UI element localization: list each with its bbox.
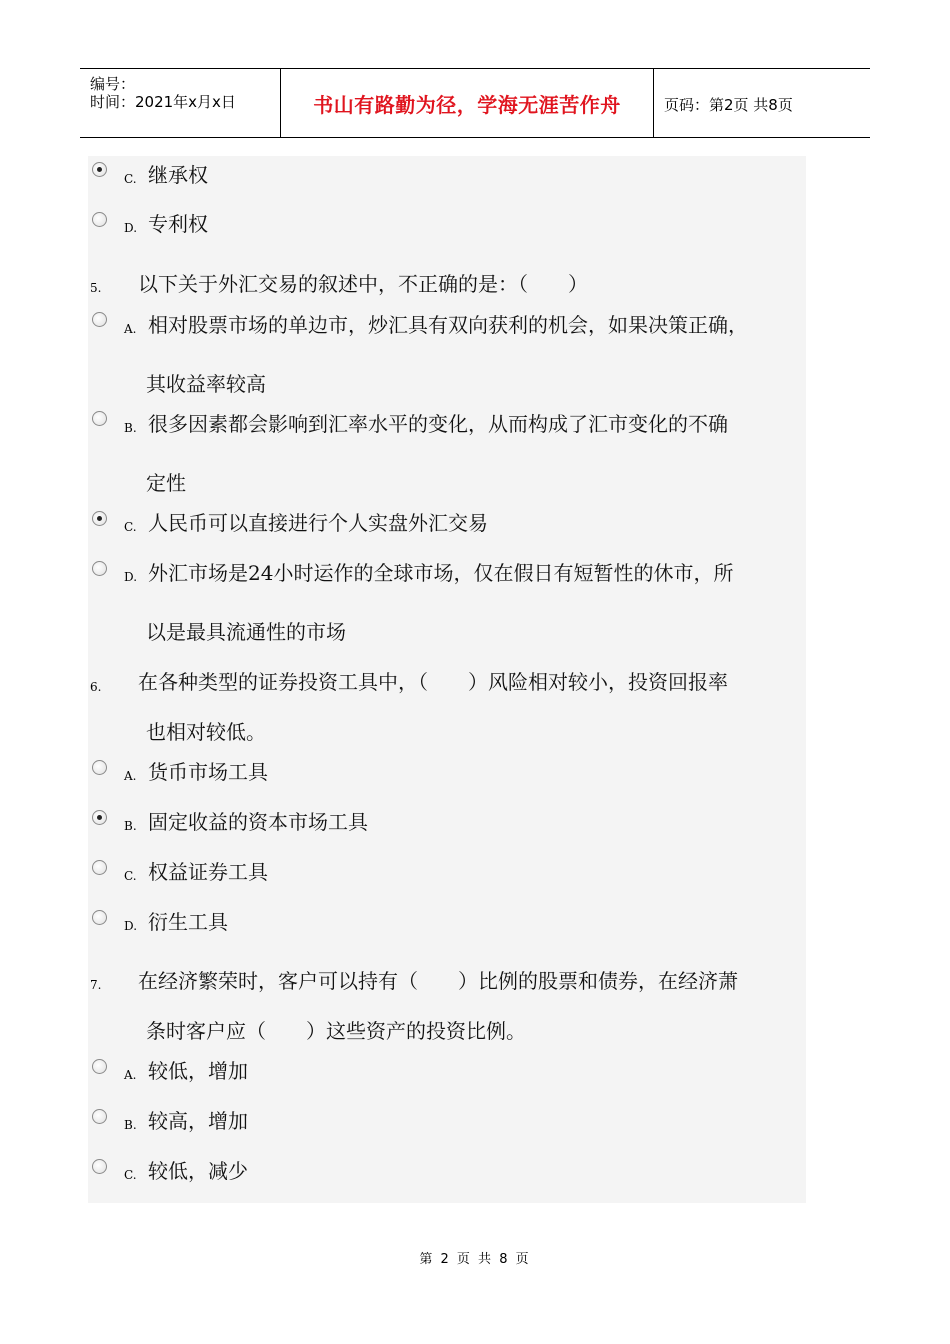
radio-icon[interactable] <box>92 910 107 925</box>
radio-icon[interactable] <box>92 411 107 426</box>
option-letter: D. <box>124 570 138 584</box>
option-letter: D. <box>124 919 138 933</box>
question-stem-continued: 条时客户应（ ）这些资产的投资比例。 <box>146 1019 526 1043</box>
option-text: 较高，增加 <box>148 1109 248 1133</box>
option-text-continued: 定性 <box>146 471 186 495</box>
option-letter: C. <box>124 520 137 534</box>
option-letter: B. <box>124 421 137 435</box>
option-letter: C. <box>124 1168 137 1182</box>
motto: 书山有路勤为径，学海无涯苦作舟 <box>313 92 621 117</box>
page-footer: 第 2 页 共 8 页 <box>419 1252 531 1267</box>
radio-checked-icon[interactable] <box>92 162 107 177</box>
option-letter: A. <box>124 769 137 783</box>
question-stem-continued: 也相对较低。 <box>146 720 266 744</box>
radio-checked-icon[interactable] <box>92 511 107 526</box>
option-letter: A. <box>124 322 137 336</box>
option-letter: D. <box>124 221 138 235</box>
radio-icon[interactable] <box>92 312 107 327</box>
date-label: 时间：2021年x月x日 <box>90 93 236 111</box>
question-number: 5. <box>90 281 102 295</box>
option-text: 外汇市场是24小时运作的全球市场，仅在假日有短暂性的休市，所 <box>148 561 734 585</box>
radio-icon[interactable] <box>92 1159 107 1174</box>
radio-icon[interactable] <box>92 760 107 775</box>
header-meta-cell <box>80 69 281 137</box>
radio-icon[interactable] <box>92 1059 107 1074</box>
radio-icon[interactable] <box>92 1109 107 1124</box>
option-letter: C. <box>124 869 137 883</box>
option-text: 人民币可以直接进行个人实盘外汇交易 <box>148 511 488 535</box>
option-text: 固定收益的资本市场工具 <box>148 810 368 834</box>
radio-icon[interactable] <box>92 212 107 227</box>
option-letter: C. <box>124 172 137 186</box>
question-stem: 在经济繁荣时，客户可以持有（ ）比例的股票和债券，在经济萧 <box>138 969 738 993</box>
option-text: 较低，增加 <box>148 1059 248 1083</box>
option-text: 权益证券工具 <box>148 860 268 884</box>
radio-icon[interactable] <box>92 860 107 875</box>
option-text-continued: 其收益率较高 <box>146 372 266 396</box>
option-text: 衍生工具 <box>148 910 228 934</box>
question-number: 6. <box>90 680 102 694</box>
header-motto-cell <box>281 69 654 137</box>
option-text-continued: 以是最具流通性的市场 <box>146 620 346 644</box>
option-text: 继承权 <box>148 163 208 187</box>
option-letter: B. <box>124 1118 137 1132</box>
option-text: 很多因素都会影响到汇率水平的变化，从而构成了汇市变化的不确 <box>148 412 728 436</box>
question-number: 7. <box>90 978 102 992</box>
option-letter: B. <box>124 819 137 833</box>
question-stem: 在各种类型的证券投资工具中，（ ）风险相对较小，投资回报率 <box>138 670 728 694</box>
radio-checked-icon[interactable] <box>92 810 107 825</box>
page-header <box>80 68 870 138</box>
number-label: 编号： <box>90 75 136 93</box>
radio-icon[interactable] <box>92 561 107 576</box>
page-label: 页码：第2页 共8页 <box>664 96 793 114</box>
question-stem: 以下关于外汇交易的叙述中，不正确的是：（ ） <box>138 272 588 296</box>
option-text: 相对股票市场的单边市，炒汇具有双向获利的机会，如果决策正确， <box>148 313 748 337</box>
option-text: 较低，减少 <box>148 1159 248 1183</box>
option-text: 专利权 <box>148 212 208 236</box>
header-page-cell <box>654 69 870 137</box>
option-text: 货币市场工具 <box>148 760 268 784</box>
option-letter: A. <box>124 1068 137 1082</box>
